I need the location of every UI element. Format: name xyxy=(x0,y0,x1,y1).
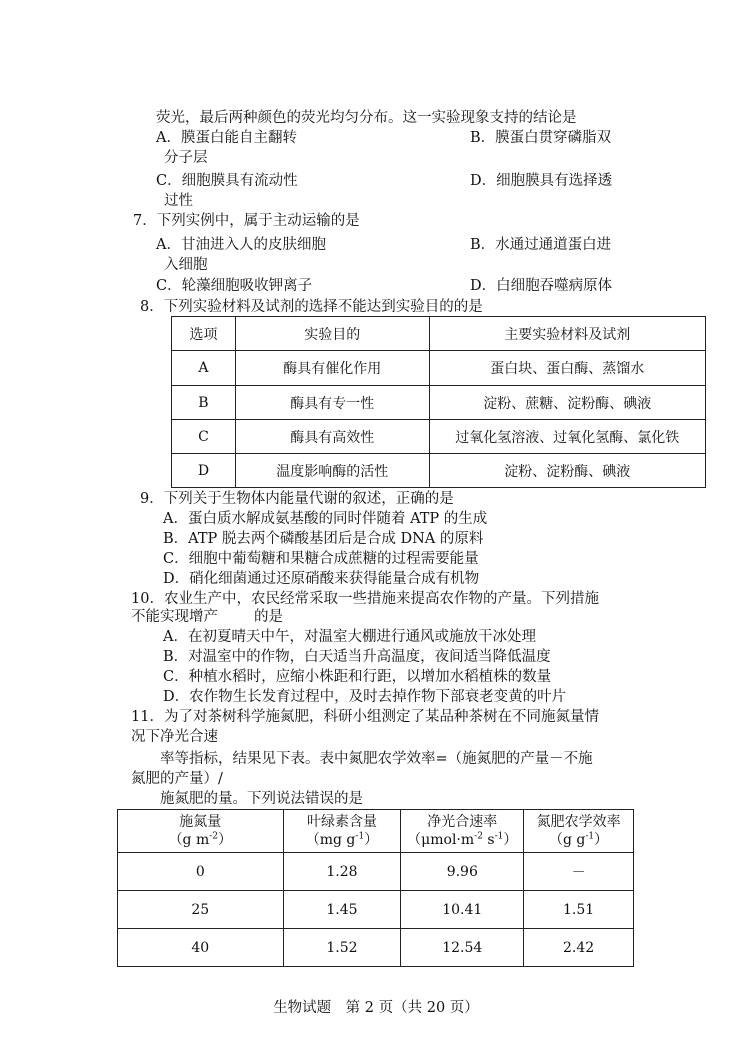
q10-option-d: D．农作物生长发育过程中，及时去掉作物下部衰老变黄的叶片 xyxy=(163,689,567,705)
q8-header-row xyxy=(172,317,706,351)
q9-option-c: C．细胞中葡萄糖和果糖合成蔗糖的过程需要能量 xyxy=(163,551,479,567)
q8-cell: 蛋白块、蛋白酶、蒸馏水 xyxy=(429,351,705,386)
q11-header-cell xyxy=(118,810,284,853)
q9-option-a: A．蛋白质水解成氨基酸的同时伴随着 ATP 的生成 xyxy=(163,511,488,527)
q10-option-a: A．在初夏晴天中午，对温室大棚进行通风或施放干冰处理 xyxy=(163,629,536,645)
table-row xyxy=(118,891,634,929)
q8-stem: 8．下列实验材料及试剂的选择不能达到实验目的的是 xyxy=(140,299,483,315)
q11-header-row xyxy=(118,810,634,853)
q11-header-unit: （$\mu mol\cdot m^{-2}$ $s^{-1}$） xyxy=(407,831,518,848)
q11-header-name: 施氮量 xyxy=(179,814,222,830)
q6-option-c: C．细胞膜具有流动性 xyxy=(156,173,298,189)
table-row xyxy=(172,386,706,420)
q6-option-a: A．膜蛋白能自主翻转 xyxy=(156,130,297,146)
q8-cell: 过氧化氢溶液、过氧化氢酶、氯化铁 xyxy=(429,420,705,454)
q11-cell: 25 xyxy=(118,891,284,929)
q7-option-d: D．白细胞吞噬病原体 xyxy=(470,278,613,294)
q11-cell: 12.54 xyxy=(401,929,524,967)
q11-stem-2: 况下净光合速 xyxy=(131,729,218,745)
q11-stem: 11．为了对茶树科学施氮肥，科研小组测定了某品种茶树在不同施氮量情 xyxy=(131,709,599,725)
q9-stem: 9．下列关于生物体内能量代谢的叙述，正确的是 xyxy=(140,491,454,507)
q7-stem: 7．下列实例中，属于主动运输的是 xyxy=(133,213,360,229)
q11-header-name: 氮肥农学效率 xyxy=(536,814,621,830)
q11-header-unit: （mg $g^{-1}$） xyxy=(305,831,379,848)
q11-cell: 40 xyxy=(118,929,284,967)
q11-stem-5: 施氮肥的量。下列说法错误的是 xyxy=(160,791,363,807)
q8-cell: B xyxy=(172,386,236,420)
q8-cell: A xyxy=(172,351,236,386)
table-row xyxy=(172,454,706,488)
q7-option-b-cont: 入细胞 xyxy=(164,257,208,273)
q8-cell: D xyxy=(172,454,236,488)
q11-header-name: 叶绿素含量 xyxy=(306,814,377,830)
q11-table xyxy=(117,809,634,967)
q9-option-d: D．硝化细菌通过还原硝酸来获得能量合成有机物 xyxy=(163,571,480,587)
q11-header-name: 净光合速率 xyxy=(427,814,498,830)
q8-cell: 酶具有高效性 xyxy=(235,420,429,454)
q11-header-cell xyxy=(401,810,524,853)
q11-stem-3: 率等指标，结果见下表。表中氮肥农学效率=（施氮肥的产量－不施 xyxy=(160,751,593,767)
q11-cell: 10.41 xyxy=(401,891,524,929)
q11-header-unit: （g $m^{-2}$） xyxy=(168,831,233,848)
q11-cell: 2.42 xyxy=(524,929,634,967)
q11-header-cell xyxy=(283,810,401,853)
q6-option-d-cont: 过性 xyxy=(164,193,193,209)
q7-option-c: C．轮藻细胞吸收钾离子 xyxy=(156,278,313,294)
q10-stem-cont-a: 不能实现增产 xyxy=(131,609,218,625)
q11-cell: 1.52 xyxy=(283,929,401,967)
q11-header-cell xyxy=(524,810,634,853)
q6-stem-line: 荧光，最后两种颜色的荧光均匀分布。这一实验现象支持的结论是 xyxy=(156,110,577,126)
q8-header-cell: 实验目的 xyxy=(235,317,429,351)
q8-header-cell: 主要实验材料及试剂 xyxy=(429,317,705,351)
q6-option-b: B．膜蛋白贯穿磷脂双 xyxy=(470,130,612,146)
table-row xyxy=(172,351,706,386)
q11-stem-4: 氮肥的产量）/ xyxy=(131,771,223,787)
q8-cell: C xyxy=(172,420,236,454)
q6-option-d: D．细胞膜具有选择透 xyxy=(470,173,613,189)
q8-cell: 酶具有催化作用 xyxy=(235,351,429,386)
q7-option-b: B．水通过通道蛋白进 xyxy=(470,237,612,253)
page-footer: 生物试题 第 2 页（共 20 页） xyxy=(273,1000,479,1016)
q8-header-cell: 选项 xyxy=(172,317,236,351)
q10-stem: 10．农业生产中，农民经常采取一些措施来提高农作物的产量。下列措施 xyxy=(131,591,599,607)
q8-cell: 淀粉、淀粉酶、碘液 xyxy=(429,454,705,488)
q6-option-b-cont: 分子层 xyxy=(164,150,208,166)
q11-cell: 1.51 xyxy=(524,891,634,929)
table-row xyxy=(172,420,706,454)
q11-cell: 1.28 xyxy=(283,853,401,891)
q8-cell: 温度影响酶的活性 xyxy=(235,454,429,488)
q8-cell: 淀粉、蔗糖、淀粉酶、碘液 xyxy=(429,386,705,420)
q10-option-c: C．种植水稻时，应缩小株距和行距，以增加水稻植株的数量 xyxy=(163,669,552,685)
q10-stem-cont-b: 的是 xyxy=(254,609,283,625)
q11-header-unit: （g $g^{-1}$） xyxy=(549,831,609,848)
q9-option-b: B．ATP 脱去两个磷酸基团后是合成 DNA 的原料 xyxy=(163,531,484,547)
q11-cell: 1.45 xyxy=(283,891,401,929)
q11-cell: 0 xyxy=(118,853,284,891)
table-row xyxy=(118,929,634,967)
q8-cell: 酶具有专一性 xyxy=(235,386,429,420)
table-row xyxy=(118,853,634,891)
q11-cell: 9.96 xyxy=(401,853,524,891)
q8-table xyxy=(171,316,706,488)
q11-cell: － xyxy=(524,853,634,891)
q10-option-b: B．对温室中的作物，白天适当升高温度，夜间适当降低温度 xyxy=(163,649,551,665)
q7-option-a: A．甘油进入人的皮肤细胞 xyxy=(156,237,326,253)
